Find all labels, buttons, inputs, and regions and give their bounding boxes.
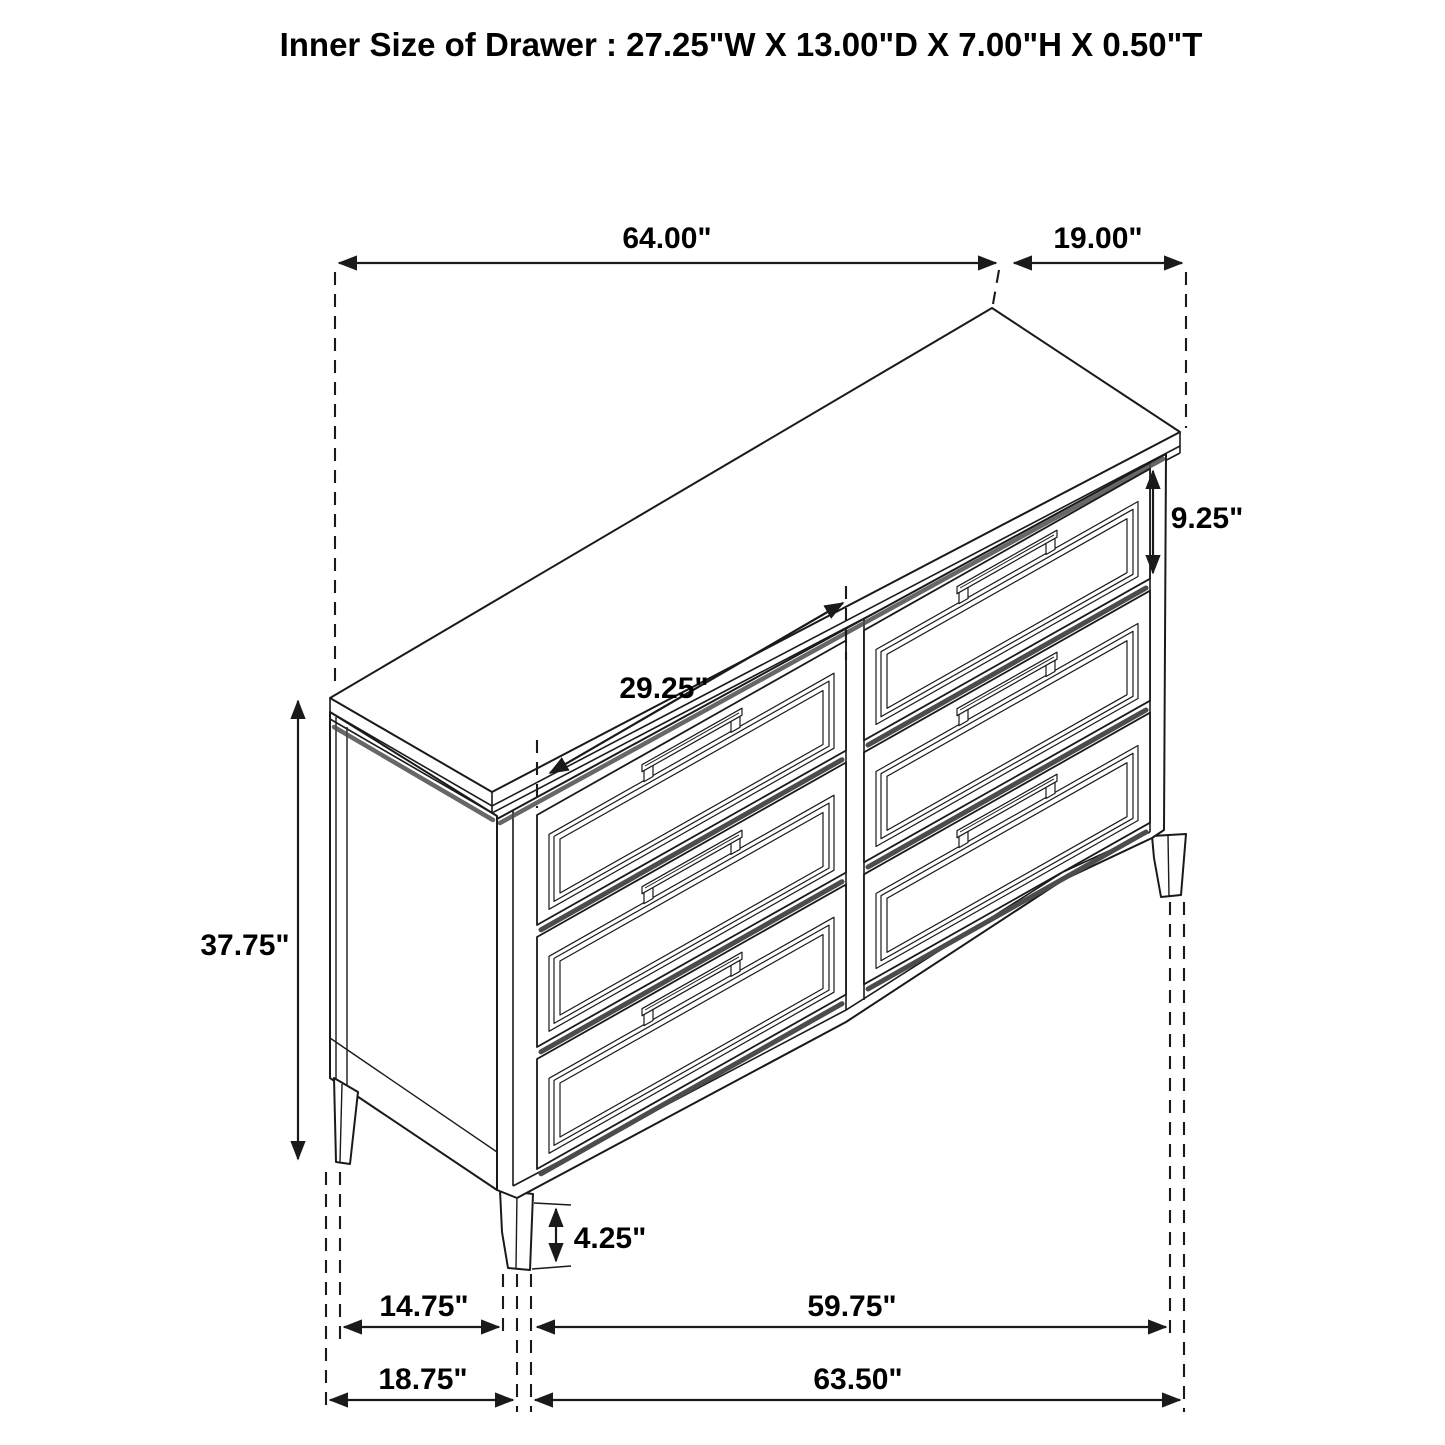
dim-label-front-width: 63.50" [813, 1363, 903, 1396]
dim-label-leg-height: 4.25" [573, 1222, 647, 1255]
dim-label-top-width: 64.00" [622, 222, 712, 255]
dresser-drawing [330, 308, 1186, 1270]
dim-label-overall-height: 37.75" [200, 929, 290, 962]
diagram-title: Inner Size of Drawer : 27.25"W X 13.00"D X 7.00"H X 0.50"T [279, 26, 1203, 63]
front-left-leg-edge [516, 1192, 517, 1269]
back-left-leg [334, 1078, 358, 1164]
dim-label-side-depth: 18.75" [378, 1363, 468, 1396]
dim-label-drawer-height: 9.25" [1170, 502, 1244, 535]
dim-label-drawer-width: 29.25" [619, 672, 709, 705]
dim-label-front-leg-span: 59.75" [807, 1290, 897, 1323]
dim-label-side-leg-span: 14.75" [379, 1290, 469, 1323]
dim-label-top-depth: 19.00" [1053, 222, 1143, 255]
leg-height-ticks [532, 1203, 571, 1269]
front-right-leg-edge [1168, 836, 1169, 896]
